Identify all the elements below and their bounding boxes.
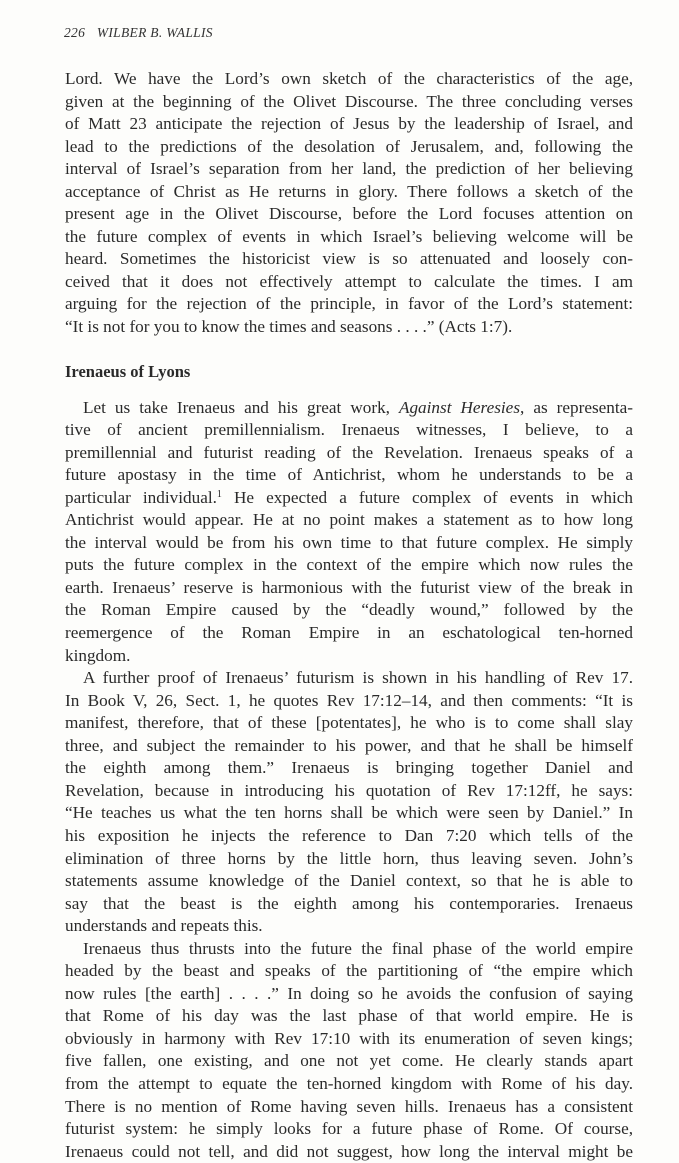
text-line: In Book V, 26, Sect. 1, he quotes Rev 17:12–14, and then comments: “It is	[65, 690, 633, 710]
text-line: Irenaeus thus thrusts into the future the final phase of the world empire	[83, 938, 633, 958]
body-text	[65, 68, 633, 1163]
text-line: Antichrist would appear. He at no point makes a statement as to how long	[65, 510, 633, 530]
text-line: his exposition he injects the reference to Dan 7:20 which tells of the	[65, 825, 633, 845]
text-segment: Let us take Irenaeus and his great work,	[83, 397, 399, 417]
text-line: of Matt 23 anticipate the rejection of Jesus by the leadership of Israel, and	[65, 114, 633, 134]
author-name: WILBER B. WALLIS	[96, 25, 213, 40]
text-line: futurist system: he simply looks for a future phase of Rome. Of course,	[65, 1119, 633, 1139]
text-line: Lord. We have the Lord’s own sketch of the characteristics of the age,	[65, 69, 633, 88]
text-line: lead to the predictions of the desolation of Jerusalem, and, following the	[65, 136, 633, 156]
footnote-reference[interactable]: 1	[216, 488, 222, 500]
text-line: premillennial and futurist reading of the Revelation. Irenaeus speaks of a	[65, 442, 633, 462]
running-head	[64, 25, 213, 41]
text-segment: particular individual.	[65, 487, 217, 507]
text-line: elimination of three horns by the little horn, thus leaving seven. John’s	[65, 848, 633, 868]
text-segment: , as representa-	[520, 397, 633, 417]
text-line: interval of Israel’s separation from her land, the prediction of her believing	[65, 159, 633, 179]
text-line: present age in the Olivet Discourse, before the Lord focuses attention on	[65, 204, 633, 224]
text-line: three, and subject the remainder to his power, and that he shall be himself	[65, 735, 633, 755]
text-line	[65, 487, 633, 510]
text-line: heard. Sometimes the historicist view is so attenuated and loosely con-	[65, 249, 633, 269]
text-line: earth. Irenaeus’ reserve is harmonious with the futurist view of the break in	[65, 577, 633, 597]
text-line: acceptance of Christ as He returns in glory. There follows a sketch of the	[65, 181, 633, 201]
text-line: statements assume knowledge of the Daniel context, so that he is able to	[65, 871, 633, 891]
text-line: future apostasy in the time of Antichrist, whom he understands to be a	[65, 465, 633, 485]
text-line: obviously in harmony with Rev 17:10 with its enumeration of seven kings;	[65, 1028, 633, 1048]
page-number: 226	[64, 25, 86, 40]
text-line: understands and repeats this.	[65, 916, 263, 936]
text-line: given at the beginning of the Olivet Discourse. The three concluding verses	[65, 91, 633, 111]
text-line: There is no mention of Rome having seven hills. Irenaeus has a consistent	[65, 1096, 633, 1116]
paragraph-1	[65, 397, 633, 668]
text-line: the interval would be from his own time to that future complex. He simply	[65, 532, 633, 552]
text-line: “He teaches us what the ten horns shall be which were seen by Daniel.” In	[65, 803, 633, 823]
text-line: Irenaeus could not tell, and did not suggest, how long the interval might be	[65, 1141, 633, 1161]
text-line: reemergence of the Roman Empire in an eschatological ten-horned	[65, 623, 633, 643]
text-line: now rules [the earth] . . . .” In doing so he avoids the confusion of saying	[65, 983, 633, 1003]
text-line: arguing for the rejection of the principle, in favor of the Lord’s statement:	[65, 294, 633, 314]
text-line: the future complex of events in which Israel’s believing welcome will be	[65, 226, 633, 246]
text-line: five fallen, one existing, and one not yet come. He clearly stands apart	[65, 1051, 633, 1071]
text-line: headed by the beast and speaks of the partitioning of “the empire which	[65, 961, 633, 981]
section-heading: Irenaeus of Lyons	[65, 361, 191, 381]
text-line: tive of ancient premillennialism. Irenaeus witnesses, I believe, to a	[65, 420, 633, 440]
text-line: manifest, therefore, that of these [potentates], he who is to come shall slay	[65, 713, 633, 733]
paragraph-2	[65, 667, 633, 938]
text-line: the Roman Empire caused by the “deadly wound,” followed by the	[65, 600, 633, 620]
text-line: “It is not for you to know the times and seasons . . . .” (Acts 1:7).	[65, 317, 513, 337]
text-line: ceived that it does not effectively attempt to calculate the times. I am	[65, 271, 633, 291]
text-segment: He expected a future complex of events in which	[221, 487, 634, 507]
paragraph-intro	[65, 68, 633, 339]
text-line	[65, 397, 633, 420]
text-line: A further proof of Irenaeus’ futurism is shown in his handling of Rev 17.	[83, 668, 633, 688]
text-line: kingdom.	[65, 645, 131, 665]
paragraph-3	[65, 938, 633, 1163]
text-line: that Rome of his day was the last phase of that world empire. He is	[65, 1006, 633, 1026]
text-line: from the attempt to equate the ten-horned kingdom with Rome of his day.	[65, 1073, 633, 1093]
book-title: Against Heresies	[398, 397, 521, 417]
text-line: puts the future complex in the context of the empire which now rules the	[65, 555, 633, 575]
text-line: the eighth among them.” Irenaeus is bringing together Daniel and	[65, 758, 633, 778]
text-line: Revelation, because in introducing his quotation of Rev 17:12ff, he says:	[65, 780, 633, 800]
text-line: say that the beast is the eighth among his contemporaries. Irenaeus	[65, 893, 633, 913]
